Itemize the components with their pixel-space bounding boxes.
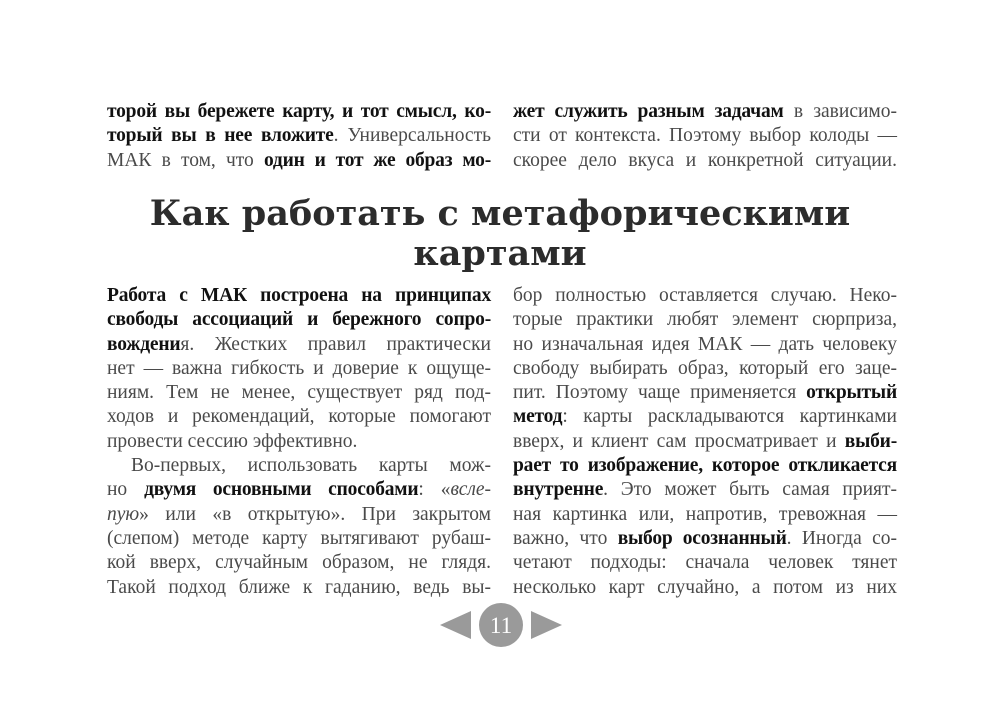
text-run: : « bbox=[418, 479, 451, 501]
text-run: торые практики любят элемент сюрприза, bbox=[513, 309, 897, 331]
bold-run: Работа с МАК построена на принципах bbox=[107, 285, 491, 306]
text-run: я. Жестких правил практически bbox=[180, 333, 491, 355]
text-run: пит. Поэтому чаще применяется bbox=[513, 382, 807, 404]
page-navigation bbox=[440, 600, 562, 650]
text-run: свободу выбирать образ, который его заце- bbox=[513, 357, 897, 379]
bold-run: вождени bbox=[107, 333, 181, 355]
text-line bbox=[513, 100, 897, 124]
section-heading bbox=[0, 194, 1000, 274]
text-line bbox=[513, 405, 897, 429]
text-line bbox=[107, 149, 491, 173]
text-run: Во-первых, использовать карты мож- bbox=[131, 455, 491, 477]
text-line bbox=[513, 333, 897, 357]
text-line bbox=[107, 405, 491, 429]
page-number: 11 bbox=[489, 613, 513, 638]
bold-run: один и тот же образ мо- bbox=[263, 149, 491, 171]
bold-run: двумя основными способами bbox=[144, 479, 419, 501]
text-run: четают подходы: сначала человек тянет bbox=[513, 552, 897, 574]
text-line bbox=[513, 503, 897, 527]
bold-run: свободы ассоциаций и бережного сопро- bbox=[107, 309, 491, 331]
text-run: в зависимо- bbox=[783, 101, 897, 122]
text-line bbox=[107, 576, 491, 600]
bold-run: торой вы бережете карту, и тот смысл, ко- bbox=[107, 101, 491, 122]
text-run: провести сессию эффективно. bbox=[107, 430, 358, 452]
text-line bbox=[513, 527, 897, 551]
text-run: но bbox=[107, 479, 145, 501]
body-left-column bbox=[107, 284, 491, 600]
text-run: важно, что bbox=[513, 527, 618, 549]
text-run: » или «в открытую». При закрытом bbox=[139, 503, 491, 525]
bold-run: торый вы в нее вложите bbox=[107, 125, 334, 147]
top-left-column bbox=[107, 100, 491, 173]
text-run: Такой подход ближе к гаданию, ведь вы- bbox=[107, 576, 491, 598]
top-right-column bbox=[513, 100, 897, 173]
text-line bbox=[107, 503, 491, 527]
text-line bbox=[107, 333, 491, 357]
text-line bbox=[513, 430, 897, 454]
text-line bbox=[513, 124, 897, 148]
text-run: но изначальная идея МАК — дать человеку bbox=[513, 333, 897, 355]
heading-line-2: картами bbox=[413, 233, 587, 274]
bold-run: выбор осознанный bbox=[617, 527, 787, 549]
bold-run: внутренне bbox=[513, 479, 604, 501]
text-line bbox=[107, 430, 491, 454]
text-line bbox=[107, 357, 491, 381]
heading-line-1: Как работать с метафорическими bbox=[149, 193, 851, 234]
text-run: ниям. Тем не менее, существует ряд под- bbox=[107, 382, 491, 404]
text-line bbox=[107, 551, 491, 575]
text-run: . Иногда со- bbox=[786, 527, 897, 549]
text-line bbox=[107, 100, 491, 124]
text-run: ная картинка или, напротив, тревожная — bbox=[513, 503, 897, 525]
bold-run: выби- bbox=[844, 430, 897, 452]
text-run: вверх, и клиент сам просматривает и bbox=[513, 430, 845, 452]
italic-run: вслe- bbox=[450, 479, 492, 501]
text-line bbox=[513, 478, 897, 502]
text-line bbox=[107, 308, 491, 332]
text-line bbox=[107, 478, 491, 502]
text-line bbox=[513, 551, 897, 575]
text-line bbox=[513, 454, 897, 478]
text-line bbox=[513, 149, 897, 173]
text-line bbox=[107, 124, 491, 148]
italic-run: пую bbox=[107, 503, 140, 525]
text-run: скорее дело вкуса и конкретной ситуации. bbox=[513, 149, 897, 171]
text-run: бор полностью оставляется случаю. Неко- bbox=[513, 285, 897, 306]
text-run: (слепом) методе карту вытягивают рубаш- bbox=[107, 527, 491, 549]
text-run: : карты раскладываются картинками bbox=[562, 406, 897, 428]
text-run: кой вверх, случайным образом, не глядя. bbox=[107, 552, 491, 574]
next-page-arrow-icon[interactable] bbox=[531, 611, 562, 639]
text-line bbox=[107, 381, 491, 405]
text-run: ходов и рекомендаций, которые помогают bbox=[107, 406, 491, 428]
text-run: . Это может быть самая прият- bbox=[603, 479, 897, 501]
text-run: несколько карт случайно, а потом из них bbox=[513, 576, 897, 598]
text-line bbox=[513, 357, 897, 381]
text-line bbox=[513, 284, 897, 308]
text-run: сти от контекста. Поэтому выбор колоды — bbox=[513, 125, 897, 147]
text-line bbox=[107, 454, 491, 478]
text-run: нет — важна гибкость и доверие к ощуще- bbox=[107, 357, 491, 379]
bold-run: жет служить разным задачам bbox=[513, 101, 784, 122]
text-line bbox=[107, 284, 491, 308]
bold-run: метод bbox=[513, 406, 563, 428]
bold-run: рает то изображение, которое откликается bbox=[513, 455, 897, 477]
text-run: МАК в том, что bbox=[107, 149, 264, 171]
text-line bbox=[513, 308, 897, 332]
text-line bbox=[107, 527, 491, 551]
prev-page-arrow-icon[interactable] bbox=[440, 611, 471, 639]
text-run: . Универсальность bbox=[333, 125, 491, 147]
body-right-column bbox=[513, 284, 897, 600]
text-line bbox=[513, 381, 897, 405]
bold-run: открытый bbox=[806, 382, 897, 404]
text-line bbox=[513, 576, 897, 600]
